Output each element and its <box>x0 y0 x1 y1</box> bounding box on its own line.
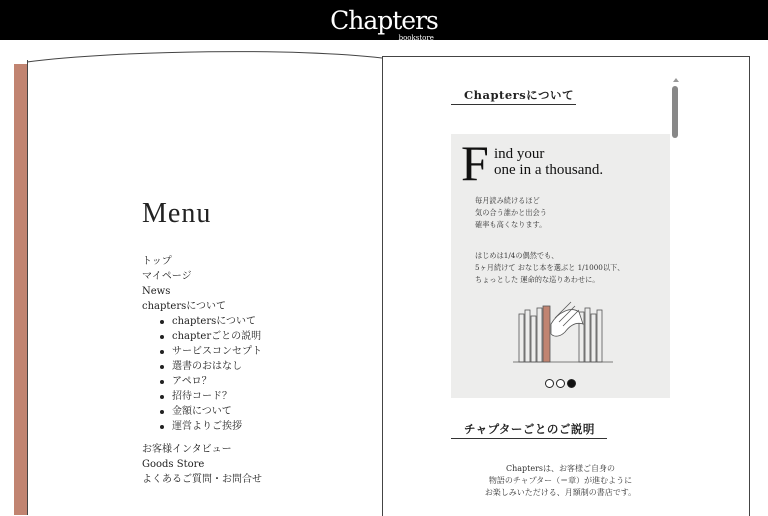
submenu-item-greeting[interactable]: 運営よりご挨拶 <box>158 419 262 434</box>
menu-item-goods-store[interactable]: Goods Store <box>142 459 205 470</box>
card-tagline-line1: ind your <box>494 146 545 162</box>
card-tagline-line2: one in a thousand. <box>494 162 604 178</box>
card-paragraph-1-line: 毎月読み続けるほど <box>475 196 540 205</box>
description-line: お楽しみいただける、月額制の書店です。 <box>484 488 637 497</box>
chapter-guide-heading-underline <box>451 438 607 439</box>
carousel-dot[interactable] <box>545 379 554 388</box>
menu-submenu <box>142 314 262 434</box>
menu-item-about[interactable]: chaptersについて <box>142 301 227 312</box>
menu-item-mypage[interactable]: マイページ <box>142 271 192 282</box>
submenu-item-chapter-guide[interactable]: chapterごとの説明 <box>158 329 262 344</box>
menu-item-faq[interactable]: よくあるご質問・お問合せ <box>142 474 262 485</box>
menu-gap <box>142 434 262 442</box>
chapter-guide-heading: チャプターごとのご説明 <box>464 422 595 436</box>
submenu-item-concept[interactable]: サービスコンセプト <box>158 344 262 359</box>
top-bar <box>0 0 768 40</box>
about-heading: Chaptersについて <box>464 88 574 102</box>
card-paragraph-2 <box>475 250 624 286</box>
submenu-item-apero[interactable]: アペロ？ <box>158 374 262 389</box>
logo-sub-text: bookstore <box>398 33 434 42</box>
card-paragraph-2-line: はじめは1/4の偶然でも、 <box>475 251 559 260</box>
submenu-item-invite-code[interactable]: 招待コード？ <box>158 389 262 404</box>
logo-main-text: Chapters <box>330 5 438 35</box>
menu-title: Menu <box>142 198 212 229</box>
card-paragraph-1-line: 気の合う誰かと出会う <box>475 208 547 217</box>
menu-item-interview[interactable]: お客様インタビュー <box>142 444 232 455</box>
books-hand-illustration <box>513 294 613 369</box>
menu-list <box>142 254 262 487</box>
about-carousel-card <box>451 134 670 398</box>
card-paragraph-2-line: 5ヶ月続けて おなじ本を選ぶと 1/1000以下、 <box>475 263 625 272</box>
book-spine <box>14 64 27 515</box>
card-big-letter: F <box>461 135 489 191</box>
carousel-dot-active[interactable] <box>567 379 576 388</box>
scrollbar-thumb[interactable] <box>672 86 678 138</box>
menu-item-top[interactable]: トップ <box>142 256 172 267</box>
card-paragraph-1 <box>475 195 547 231</box>
card-paragraph-2-line: ちょっとした 運命的な巡りあわせに。 <box>475 275 600 284</box>
description-line: 物語のチャプター（＝章）が進むように <box>488 476 633 485</box>
scroll-up-arrow-icon[interactable] <box>673 78 679 82</box>
submenu-item-pricing[interactable]: 金額について <box>158 404 262 419</box>
description-line: Chaptersは、お客様ご自身の <box>505 464 616 473</box>
carousel-dot[interactable] <box>556 379 565 388</box>
about-heading-underline <box>451 104 576 105</box>
submenu-item-about[interactable]: chaptersについて <box>158 314 262 329</box>
card-paragraph-1-line: 確率も高くなります。 <box>475 220 547 229</box>
menu-item-news[interactable]: News <box>142 286 171 297</box>
logo[interactable] <box>330 5 438 42</box>
chapter-guide-description <box>451 463 670 499</box>
carousel-dots <box>545 379 576 388</box>
submenu-item-book-selection[interactable]: 選書のおはなし <box>158 359 262 374</box>
